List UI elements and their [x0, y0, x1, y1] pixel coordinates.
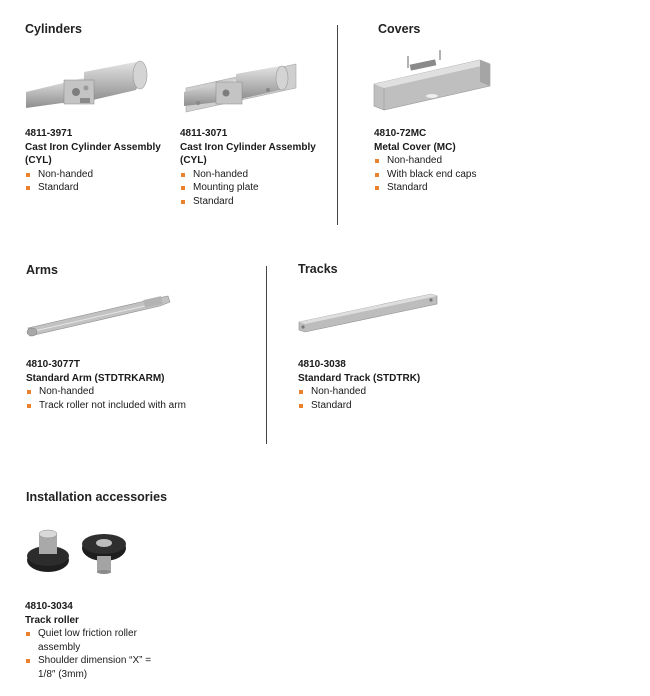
cylinders-heading: Cylinders: [25, 22, 82, 36]
feature-item: Quiet low friction roller assembly: [25, 627, 160, 654]
product-name: Metal Cover (MC): [374, 141, 456, 153]
feature-item: Shoulder dimension “X” = 1/8″ (3mm): [25, 654, 160, 681]
product-name: Standard Arm (STDTRKARM): [26, 372, 165, 384]
product-cylinder-3071: [180, 127, 320, 208]
feature-list: [26, 385, 246, 412]
arms-heading: Arms: [26, 263, 58, 277]
product-sku: 4811-3071: [180, 128, 228, 139]
feature-item: With black end caps: [374, 168, 534, 182]
feature-item: Non-handed: [26, 385, 246, 399]
product-name: Cast Iron Cylinder Assembly (CYL): [180, 141, 316, 166]
feature-list: [298, 385, 498, 412]
tracks-heading: Tracks: [298, 262, 338, 276]
product-standard-track: [298, 358, 498, 412]
cylinder-mounting-plate-image: [180, 58, 300, 116]
standard-arm-image: [24, 292, 172, 340]
feature-item: Non-handed: [374, 154, 534, 168]
product-sku: 4811-3971: [25, 128, 73, 139]
product-metal-cover: [374, 127, 534, 195]
track-roller-image: [24, 526, 130, 574]
metal-cover-image: [372, 46, 494, 112]
product-cylinder-3971: [25, 127, 165, 195]
accessories-heading: Installation accessories: [26, 490, 168, 504]
feature-item: Standard: [298, 399, 498, 413]
feature-item: Non-handed: [298, 385, 498, 399]
feature-list: [25, 168, 165, 195]
feature-list: [374, 154, 534, 195]
feature-item: Standard: [25, 181, 165, 195]
feature-item: Standard: [180, 195, 320, 209]
product-sku: 4810-72MC: [374, 128, 427, 139]
feature-item: Track roller not included with arm: [26, 399, 246, 413]
feature-list: [180, 168, 320, 209]
product-name: Standard Track (STDTRK): [298, 372, 421, 384]
product-sku: 4810-3077T: [26, 359, 80, 370]
product-sku: 4810-3034: [25, 601, 73, 612]
feature-item: Non-handed: [180, 168, 320, 182]
product-standard-arm: [26, 358, 246, 412]
feature-item: Mounting plate: [180, 181, 320, 195]
standard-track-image: [297, 290, 439, 336]
feature-item: Standard: [374, 181, 534, 195]
divider-vertical-middle: [266, 266, 267, 444]
product-sku: 4810-3038: [298, 359, 346, 370]
feature-item: Non-handed: [25, 168, 165, 182]
divider-vertical-top: [337, 25, 338, 225]
covers-heading: Covers: [378, 22, 421, 36]
product-name: Cast Iron Cylinder Assembly (CYL): [25, 141, 161, 166]
cylinder-assembly-image: [24, 58, 150, 116]
product-name: Track roller: [25, 614, 79, 626]
feature-list: [25, 627, 160, 681]
product-track-roller: [25, 600, 160, 681]
